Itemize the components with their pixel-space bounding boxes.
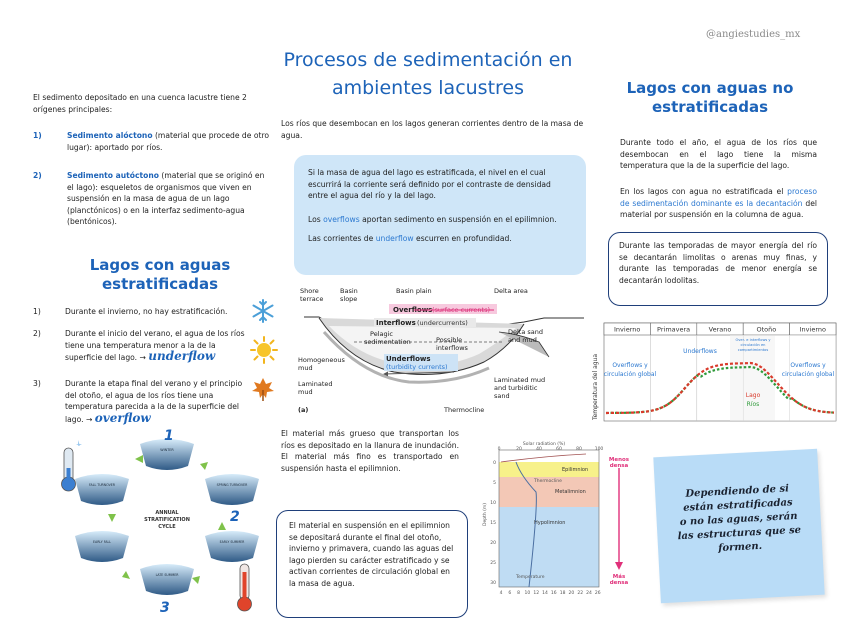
season-over-inter-label-3: compartimientos — [737, 348, 769, 352]
temperature-tick: 6 — [508, 591, 512, 596]
basin-label: Basin — [340, 287, 358, 295]
cycle-stage-early-fall-label: EARLY FALL — [93, 540, 111, 544]
shore-label: Shore — [300, 287, 319, 295]
basin-plain-label: Basin plain — [396, 287, 432, 295]
terrace-label: terrace — [300, 295, 324, 303]
possible-label-2: interflows — [436, 344, 468, 352]
hypolimnion-band — [499, 507, 599, 587]
rios-legend-label: Ríos — [746, 401, 760, 408]
depth-tick: 15 — [490, 521, 496, 526]
radiation-tick: 40 — [536, 447, 542, 452]
lago-legend-label: Lago — [745, 392, 761, 399]
overflow-label: overflow — [94, 410, 151, 425]
homogeneous-label-2: mud — [298, 364, 313, 372]
nonstratified-title-line1: Lagos con aguas no — [626, 79, 794, 97]
thermocline-profile-label: Thermocline — [534, 479, 562, 484]
season-header-label: Primavera — [657, 325, 691, 334]
stratified-item-1 — [33, 306, 248, 318]
delta-area-label: Delta area — [494, 287, 528, 295]
cycle-stage-late-summer-label: LATE SUMMER — [155, 573, 179, 577]
cycle-num-3: 3 — [160, 600, 170, 616]
laminated-turbiditic-label-1: Laminated mud — [494, 376, 546, 384]
sun-icon — [250, 336, 278, 364]
metalimnion-label: Metalimnion — [555, 489, 586, 495]
nonstratified-p2 — [620, 186, 817, 221]
interflows-sub-label: (undercurrents) — [417, 319, 468, 327]
stratified-title-line2: estratificadas — [101, 275, 219, 293]
decantation-term: proceso de sedimentación dominante es la decantación — [620, 187, 817, 208]
stratified-item-1-num: 1) — [33, 307, 41, 316]
middle-info-box-p1: Si la masa de agua del lago es estratificada, el nivel en el cual escurrirá la corriente será definido por el contraste de densidad entre el agua del río y la del lago. — [308, 168, 551, 200]
panel-label-a: (a) — [298, 406, 309, 414]
underflows-sub-label: (turbidity currents) — [386, 363, 448, 371]
cycle-stage-late-summer — [140, 564, 194, 595]
temperature-tick: 16 — [550, 591, 557, 596]
radiation-tick: 60 — [556, 447, 562, 452]
possible-label-1: Possible — [436, 336, 463, 344]
temperature-tick: 10 — [524, 591, 531, 596]
depth-axis-label: Depth (m) — [483, 502, 488, 526]
middle-info-box-p2-b: aportan sedimento en suspensión en el epilimnion. — [359, 214, 557, 224]
season-over-inter-label-1: Over- e interflows y — [735, 338, 771, 342]
radiation-tick: 0 — [497, 447, 501, 452]
laminated-turbiditic-label-2: and turbiditic — [494, 384, 538, 392]
radiation-tick: 20 — [516, 447, 522, 452]
cycle-num-2: 2 — [230, 509, 240, 525]
stratified-item-3-body: Durante la etapa final del verano y el principio del otoño, el agua de los ríos tiene una temperatura parecida a la de la superficie del lago. — [65, 379, 243, 424]
temperature-tick: 8 — [517, 591, 521, 596]
interflows-label: Interflows — [376, 319, 416, 327]
less-dense-label-1: Menos — [608, 457, 630, 463]
stratified-title — [70, 256, 250, 294]
cycle-stage-fall-turnover-label: FALL TURNOVER — [88, 483, 116, 487]
underflow-label: underflow — [148, 349, 216, 363]
origin-item-1-num: 1) — [33, 131, 42, 140]
origin-item-2-rest: (material que se originó en el lago): esqueletos de organismos que viven en suspensión en la masa de agua de un lago (planctónicos) o en la interfaz sedimento-agua (bentónicos). — [67, 171, 265, 226]
depth-tick: 25 — [490, 561, 496, 566]
depth-tick: 0 — [493, 461, 496, 466]
less-dense-label-2: densa — [609, 463, 629, 469]
stratified-item-2-num: 2) — [33, 329, 41, 338]
origin-item-2-text — [67, 170, 271, 228]
overflows-sub-label: (surface currents) — [432, 306, 490, 314]
pelagic-label-2: sedimentation — [364, 338, 411, 346]
sticky-line-3: o no las aguas, serán — [679, 510, 798, 529]
temperature-profile-label: Temperature — [516, 575, 545, 580]
temperature-tick: 24 — [586, 591, 592, 596]
laminated-label-2: mud — [298, 388, 313, 396]
cycle-stage-early-summer — [205, 531, 259, 562]
middle-paragraph: El material más grueso que transportan los ríos es depositado en la llanura de inundación. El material más fino es transportado en suspensión hasta el epilimnion. — [281, 429, 459, 473]
nonstratified-title — [612, 79, 808, 117]
stratified-item-3 — [33, 378, 248, 425]
origin-item-1 — [33, 130, 271, 153]
epilimnion-label: Epilimnion — [562, 467, 589, 473]
depth-tick: 10 — [490, 501, 496, 506]
sticky-line-1: Dependiendo de si — [685, 483, 790, 500]
laminated-turbiditic-label-3: sand — [494, 392, 510, 400]
cycle-stage-winter-label: WINTER — [160, 448, 174, 452]
depth-tick: 5 — [493, 481, 496, 486]
arrow-right-icon: → — [139, 353, 146, 362]
season-header-label: Verano — [708, 325, 732, 334]
cycle-center-line1: ANNUAL — [155, 510, 179, 516]
hypolimnion-label: Hypolimnion — [534, 520, 566, 526]
season-chart-ylabel: Temperatura del agua — [592, 353, 599, 421]
hot-thermometer-icon — [238, 564, 252, 611]
autumn-leaf-icon — [250, 376, 276, 402]
sticky-line-4: las estructuras que se — [677, 524, 802, 543]
temperature-tick: 12 — [533, 591, 540, 596]
season-overflows-label-1: Overflows y — [612, 362, 648, 369]
radiation-tick: 80 — [576, 447, 582, 452]
intro-text: El sedimento depositado en una cuenca lacustre tiene 2 orígenes principales: — [33, 93, 247, 114]
page-title-line2: ambientes lacustres — [331, 77, 525, 99]
sticky-note-text — [655, 481, 822, 559]
nonstratified-p2-a: En los lagos con agua no estratificada el — [620, 187, 788, 196]
sticky-line-5: formen. — [717, 540, 763, 555]
homogeneous-label-1: Homogeneous — [298, 356, 345, 364]
season-overflows-right-label-1: Overflows y — [790, 362, 826, 369]
season-underflows-label: Underflows — [683, 348, 717, 355]
stratified-item-3-text — [65, 378, 248, 425]
cycle-stage-early-fall — [75, 531, 129, 562]
nonstratified-p2-b: del material por suspensión en la columna de agua. — [620, 198, 817, 219]
more-dense-label-1: Más — [612, 574, 626, 580]
season-overflows-right-label-2: circulación global — [781, 371, 835, 378]
season-temperature-chart — [590, 321, 840, 425]
middle-info-box-p2-a: Los — [308, 214, 324, 224]
nonstratified-title-line2: estratificadas — [651, 98, 769, 116]
middle-info-box-p3-a: Las corrientes de — [308, 234, 376, 243]
stratified-item-1-text: Durante el invierno, no hay estratificación. — [65, 307, 228, 316]
temperature-tick: 4 — [499, 591, 503, 596]
cycle-num-1: 1 — [164, 428, 174, 444]
temperature-tick: 22 — [577, 591, 584, 596]
delta-sand-label-1: Delta sand — [508, 328, 544, 336]
middle-info-box — [294, 155, 586, 275]
overflows-label: Overflows — [393, 306, 433, 314]
delta-sand-label-2: and mud — [508, 336, 537, 344]
season-overflows-label-2: circulación global — [603, 371, 657, 378]
snowflake-icon — [250, 298, 276, 324]
origin-item-1-rest: (material que procede de otro lugar): aportado por ríos. — [67, 131, 270, 152]
sticky-note — [653, 449, 824, 603]
pelagic-label-1: Pelagic — [370, 330, 393, 338]
season-over-inter-label-2: circulación en — [740, 343, 766, 347]
stratified-item-2-body: Durante el inicio del verano, el agua de los ríos tiene una temperatura menor a la de la superficie del lago. — [65, 329, 245, 362]
cycle-stage-early-summer-label: EARLY SUMMER — [219, 540, 245, 544]
temperature-tick: 18 — [559, 591, 566, 596]
nonstratified-box: Durante las temporadas de mayor energía del río se decantarán limolitas o arenas muy finas, y durante las temporadas de menor energía se decantarán lodolitas. — [608, 232, 828, 306]
watermark: @angiestudies_mx — [706, 29, 801, 40]
laminated-label-1: Laminated — [298, 380, 333, 388]
middle-box-2: El material en suspensión en el epilimnion se depositará durante el final del otoño, invierno y primavera, cuando las aguas del lago pierden su carácter estratificado y se activan corrientes de circulación global en la masa de agua. — [276, 510, 468, 618]
cycle-center-line2: STRATIFICATION — [144, 517, 190, 523]
stratified-item-2 — [33, 328, 248, 364]
cycle-stage-spring-label: SPRING TURNOVER — [216, 483, 248, 487]
stratification-cycle-diagram — [60, 424, 270, 624]
page-title-line1: Procesos de sedimentación en — [283, 49, 573, 71]
cycle-center-line3: CYCLE — [158, 524, 176, 530]
temperature-tick: 26 — [594, 591, 601, 596]
season-header-label: Invierno — [799, 325, 826, 334]
slope-label: slope — [340, 295, 358, 303]
underflow-term: underflow — [375, 234, 414, 243]
depth-tick: 30 — [490, 581, 496, 586]
origin-item-1-text — [67, 130, 271, 153]
nonstratified-p1: Durante todo el año, el agua de los ríos que desembocan en el lago tiene la misma temperatura que la de la superficie del lago. — [620, 138, 817, 170]
temperature-tick: 20 — [568, 591, 575, 596]
temperature-tick: 14 — [542, 591, 548, 596]
stratified-item-3-num: 3) — [33, 379, 41, 388]
middle-info-box-p3 — [308, 233, 572, 245]
stratified-item-2-text — [65, 328, 248, 364]
season-header-label: Otoño — [756, 325, 777, 334]
middle-info-box-p3-b: escurren en profundidad. — [413, 234, 512, 243]
sticky-line-2: están estratificadas — [682, 497, 793, 514]
stratified-title-line1: Lagos con aguas — [89, 256, 231, 274]
origin-item-2-num: 2) — [33, 171, 42, 180]
origin-item-2 — [33, 170, 271, 228]
thermocline-label: Thermocline — [444, 406, 485, 414]
page-title — [268, 46, 588, 102]
radiation-tick: 100 — [594, 447, 604, 452]
depth-tick: 20 — [490, 541, 496, 546]
profile-top-label: Solar radiation (%) — [522, 442, 566, 447]
temperature-profile-chart — [476, 436, 644, 602]
middle-info-box-p2 — [308, 214, 572, 226]
origin-item-2-term: Sedimento autóctono — [67, 171, 159, 180]
arrow-right-icon: → — [85, 414, 93, 424]
underflows-label: Underflows — [386, 355, 431, 363]
overflows-term: overflows — [323, 214, 360, 224]
origin-item-1-term: Sedimento alóctono — [67, 131, 153, 140]
lake-cross-section-diagram — [294, 282, 594, 420]
season-header-label: Invierno — [614, 325, 641, 334]
more-dense-label-2: densa — [609, 580, 629, 586]
middle-intro: Los ríos que desembocan en los lagos generan corrientes dentro de la masa de agua. — [281, 119, 584, 140]
cycle-stage-spring — [205, 474, 259, 505]
cycle-stage-fall-turnover — [75, 474, 129, 505]
